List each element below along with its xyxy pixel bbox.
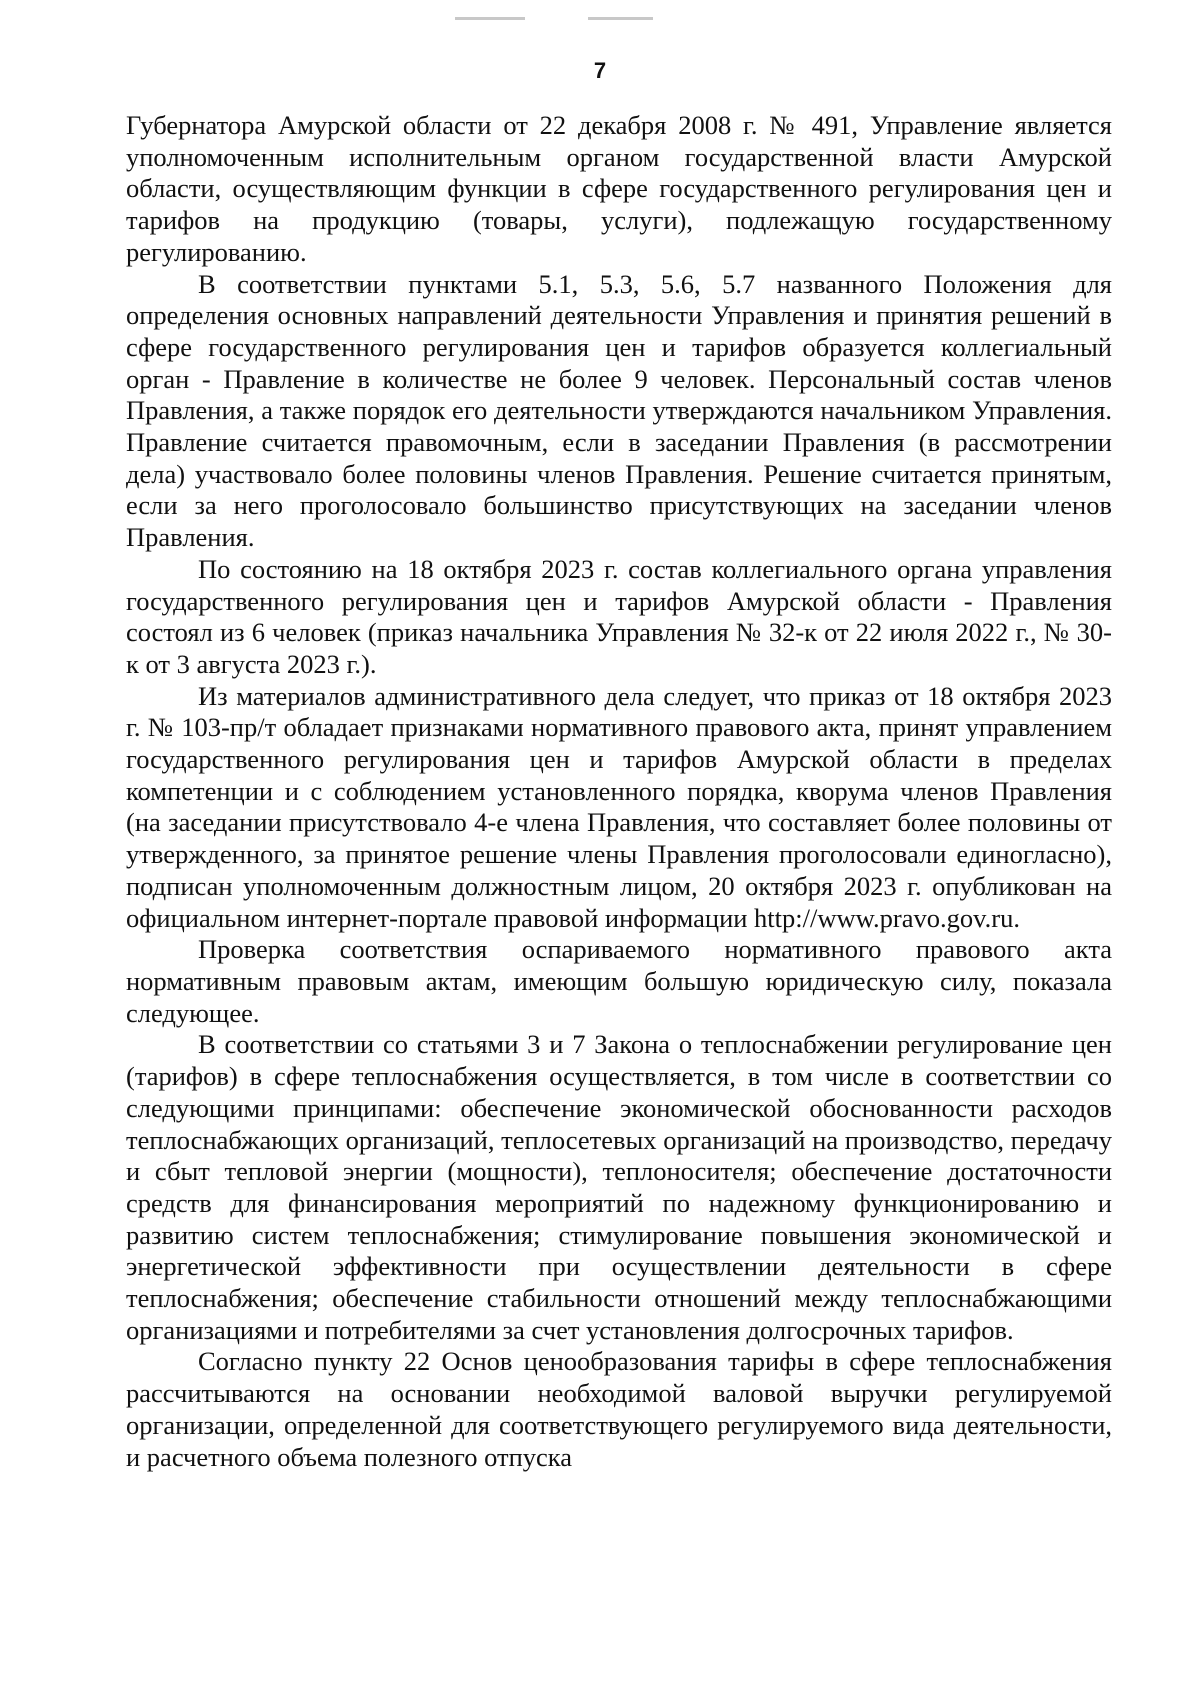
scan-artifact xyxy=(455,17,525,20)
document-body xyxy=(126,110,1112,1473)
paragraph: По состоянию на 18 октября 2023 г. состав коллегиального органа управления государственного регулирования цен и тарифов Амурской области - Правления состоял из 6 человек (приказ начальника Управления № 32-к от 22 июля 2022 г., № 30-к от 3 августа 2023 г.). xyxy=(126,553,1112,679)
paragraph: Губернатора Амурской области от 22 декабря 2008 г. № 491, Управление является уполномоченным исполнительным органом государственной власти Амурской области, осуществляющим функции в сфере государственного регулирования цен и тарифов на продукцию (товары, услуги), подлежащую государственному регулированию. xyxy=(126,110,1112,267)
paragraph: Проверка соответствия оспариваемого нормативного правового акта нормативным правовым актам, имеющим большую юридическую силу, показала следующее. xyxy=(126,934,1112,1028)
paragraph: В соответствии пунктами 5.1, 5.3, 5.6, 5.7 названного Положения для определения основных направлений деятельности Управления и принятия решений в сфере государственного регулирования цен и тарифов образуется коллегиальный орган - Правление в количестве не более 9 человек. Персональный состав членов Правления, а также порядок его деятельности утверждаются начальником Управления. Правление считается правомочным, если в заседании Правления (в рассмотрении дела) участвовало более половины членов Правления. Решение считается принятым, если за него проголосовало большинство присутствующих на заседании членов Правления. xyxy=(126,268,1112,553)
paragraph: В соответствии со статьями 3 и 7 Закона о теплоснабжении регулирование цен (тарифов) в сфере теплоснабжения осуществляется, в том числе в соответствии со следующими принципами: обеспечение экономической обоснованности расходов теплоснабжающих организаций, теплосетевых организаций на производство, передачу и сбыт тепловой энергии (мощности), теплоносителя; обеспечение достаточности средств для финансирования мероприятий по надежному функционированию и развитию систем теплоснабжения; стимулирование повышения экономической и энергетической эффективности при осуществлении деятельности в сфере теплоснабжения; обеспечение стабильности отношений между теплоснабжающими организациями и потребителями за счет установления долгосрочных тарифов. xyxy=(126,1029,1112,1345)
scan-artifact xyxy=(588,17,653,20)
paragraph: Из материалов административного дела следует, что приказ от 18 октября 2023 г. № 103-пр/т обладает признаками нормативного правового акта, принят управлением государственного регулирования цен и тарифов Амурской области в пределах компетенции и с соблюдением установленного порядка, кворума членов Правления (на заседании присутствовало 4-е члена Правления, что составляет более половины от утвержденного, за принятое решение члены Правления проголосовали единогласно), подписан уполномоченным должностным лицом, 20 октября 2023 г. опубликован на официальном интернет-портале правовой информации http://www.pravo.gov.ru. xyxy=(126,680,1112,933)
paragraph: Согласно пункту 22 Основ ценообразования тарифы в сфере теплоснабжения рассчитываются на основании необходимой валовой выручки регулируемой организации, определенной для соответствующего регулируемого вида деятельности, и расчетного объема полезного отпуска xyxy=(126,1346,1112,1472)
page-number: 7 xyxy=(593,58,607,83)
